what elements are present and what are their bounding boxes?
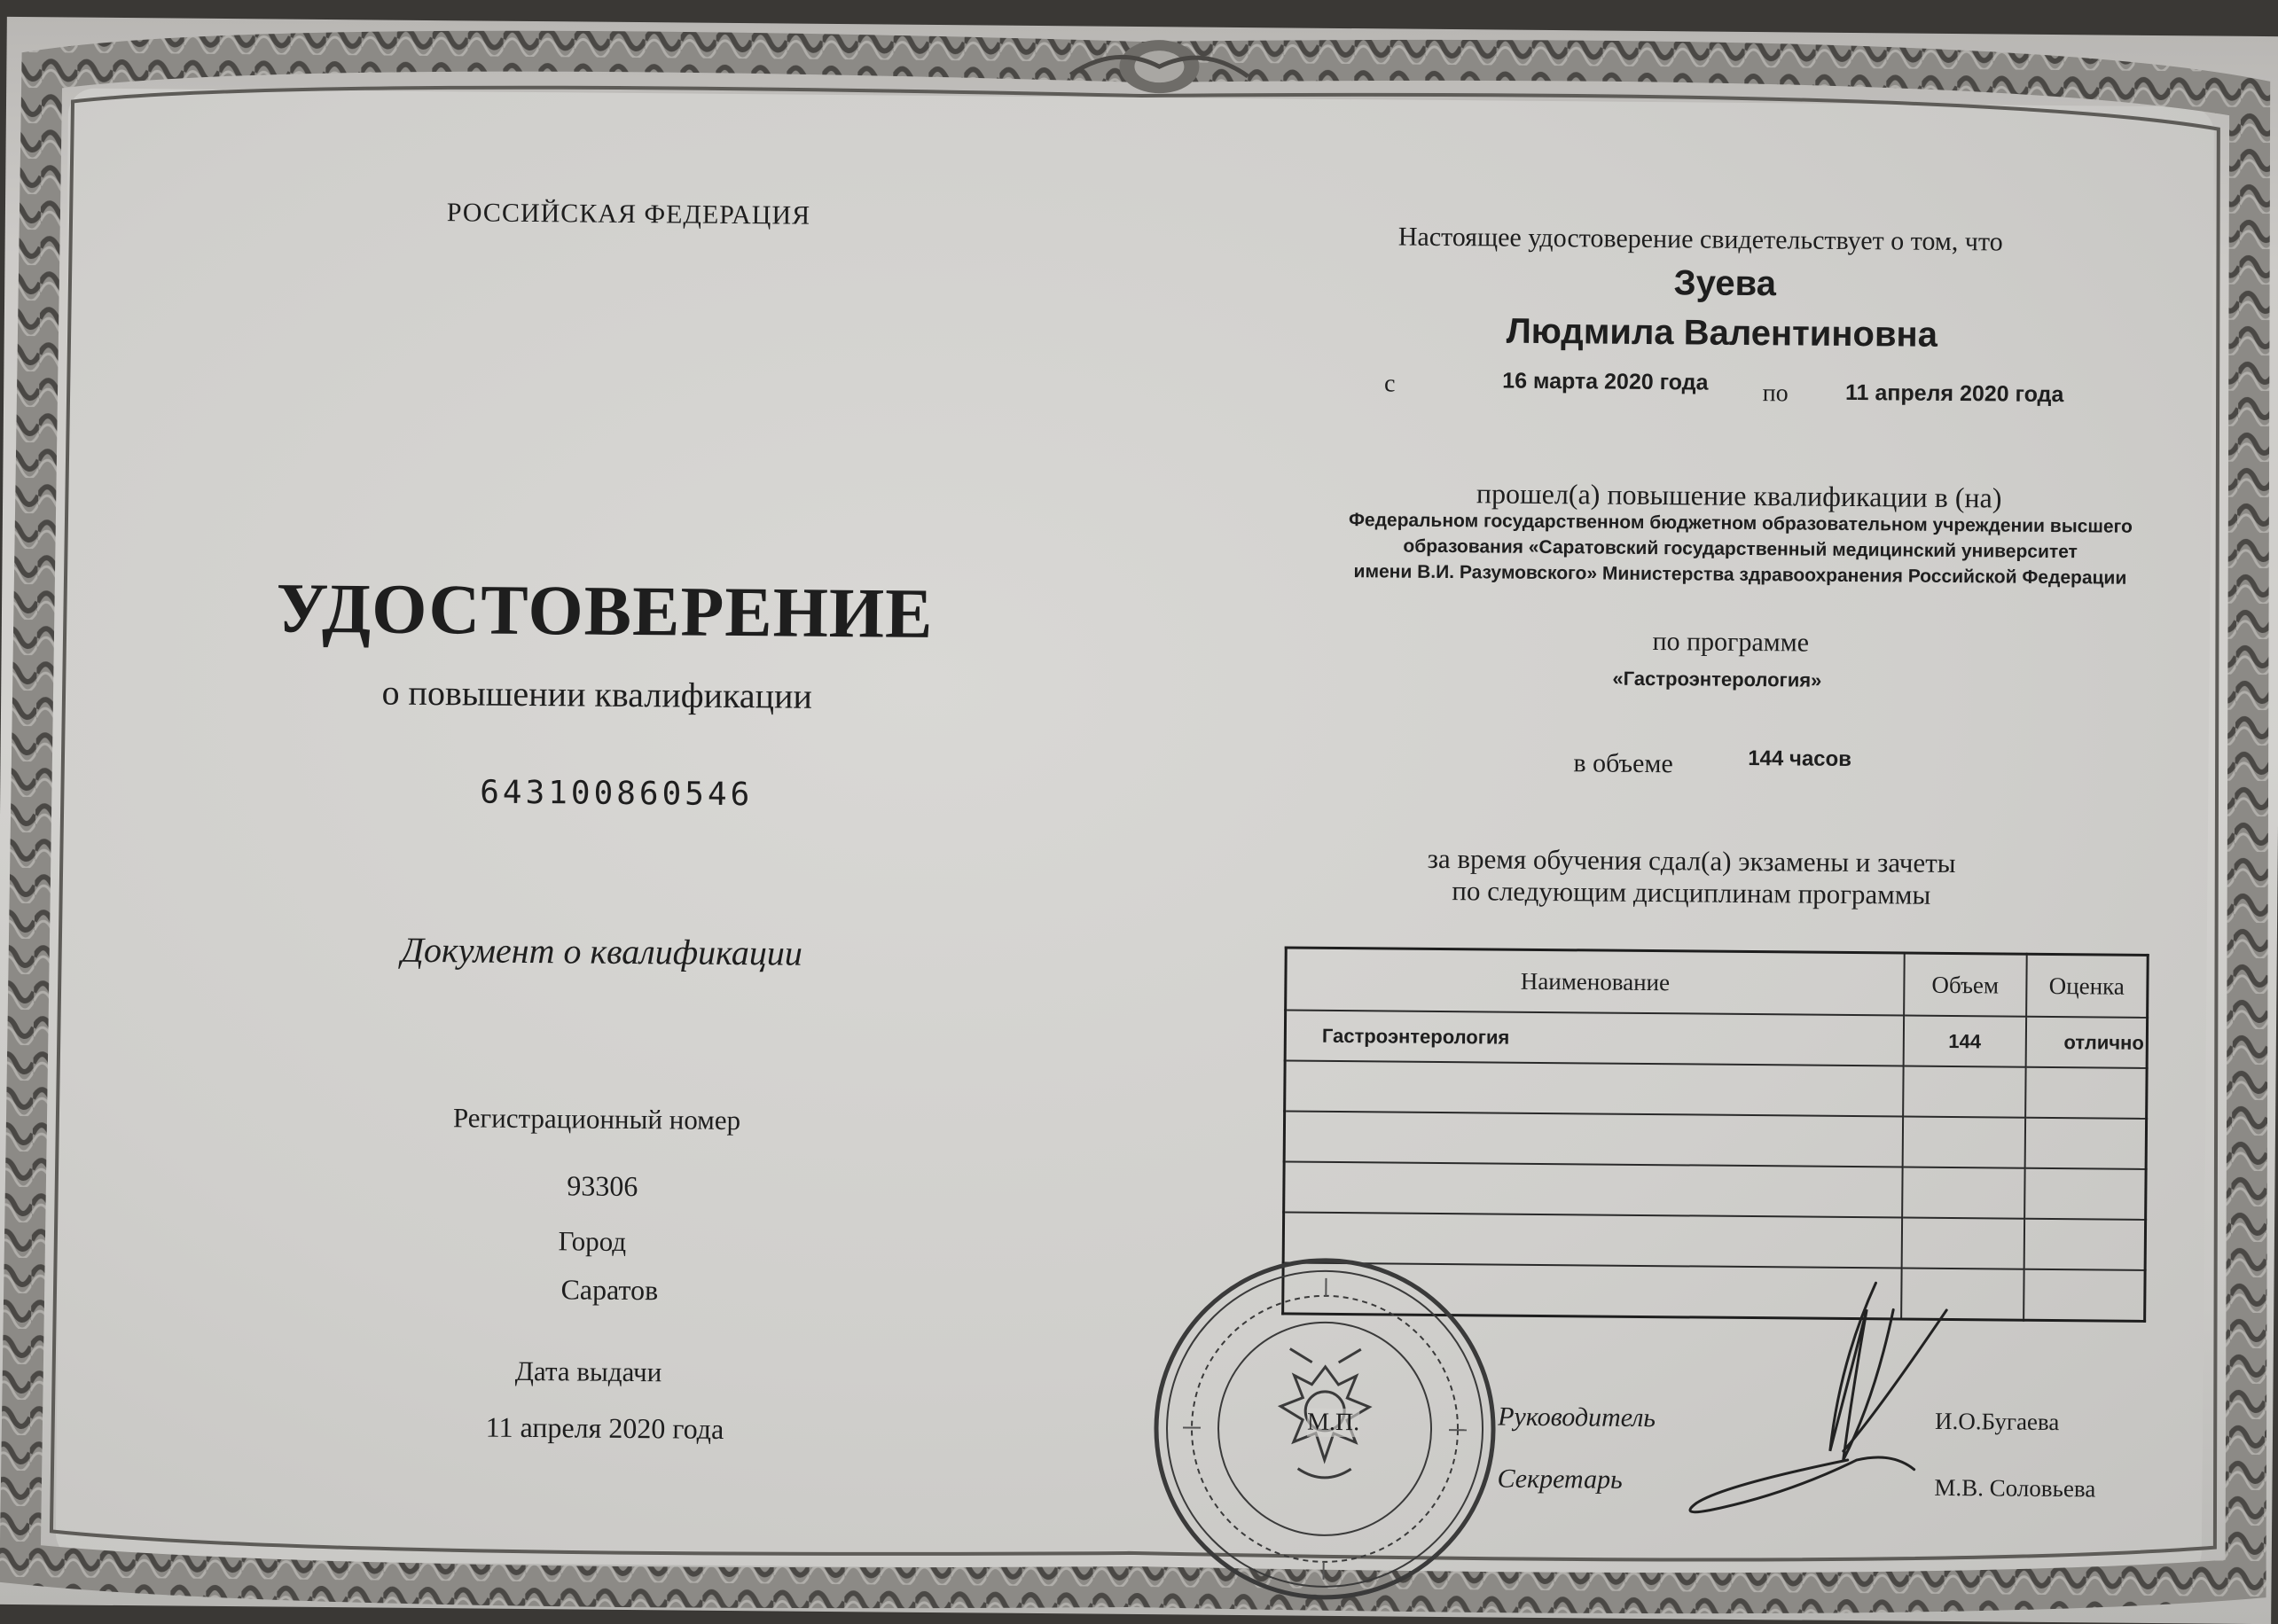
- country-name: РОССИЙСКАЯ ФЕДЕРАЦИЯ: [447, 198, 811, 231]
- exams-line: за время обучения сдал(а) экзамены и зачеты: [1428, 843, 1956, 879]
- certifies-text: Настоящее удостоверение свидетельствует о том, что: [1398, 223, 2003, 258]
- period-from-date: 16 марта 2020 года: [1502, 369, 1708, 396]
- secretary-name: М.В. Соловьева: [1934, 1474, 2095, 1503]
- program-label: по программе: [1652, 627, 1809, 659]
- registration-label: Регистрационный номер: [453, 1102, 741, 1136]
- issue-date: 11 апреля 2020 года: [486, 1411, 724, 1446]
- discipline-volume: 144: [1904, 1016, 2026, 1067]
- document-title: УДОСТОВЕРЕНИЕ: [276, 569, 934, 655]
- seal-mark: М.П.: [1307, 1409, 1359, 1438]
- volume-value: 144 часов: [1748, 746, 1851, 772]
- exams-line: по следующим дисциплинам программы: [1427, 875, 1955, 911]
- completed-text: прошел(а) повышение квалификации в (на): [1476, 477, 2002, 514]
- issue-date-label: Дата выдачи: [515, 1355, 662, 1388]
- header-grade: Оценка: [2026, 954, 2148, 1018]
- certificate-sheet: [0, 17, 2278, 1624]
- holder-given-names: Людмила Валентиновна: [1507, 312, 1938, 355]
- period-to-label: по: [1763, 379, 1789, 408]
- organization-line: имени В.И. Разумовского» Министерства здравоохранения Российской Федерации: [1348, 558, 2132, 591]
- registration-number: 93306: [567, 1169, 638, 1203]
- period-from-label: с: [1384, 370, 1396, 398]
- discipline-grade: отлично: [2025, 1017, 2147, 1068]
- organization-line: Федеральном государственном бюджетном образовательном учреждении высшего: [1349, 507, 2133, 540]
- document-subtitle: о повышении квалификации: [381, 672, 812, 717]
- organization-line: образования «Саратовский государственный медицинский университет: [1349, 533, 2133, 566]
- head-name: И.О.Бугаева: [1935, 1408, 2060, 1436]
- discipline-name: Гастроэнтерология: [1285, 1010, 1904, 1066]
- header-name: Наименование: [1286, 948, 1905, 1016]
- city-label: Город: [558, 1225, 626, 1258]
- city-value: Саратов: [560, 1273, 658, 1307]
- head-role: Руководитель: [1498, 1402, 1656, 1434]
- serial-number: 643100860546: [480, 775, 753, 814]
- header-volume: Объем: [1904, 953, 2026, 1017]
- program-name: «Гастроэнтерология»: [1612, 668, 1821, 692]
- holder-surname: Зуева: [1673, 263, 1776, 304]
- document-kind: Документ о квалификации: [401, 929, 802, 974]
- period-to-date: 11 апреля 2020 года: [1845, 380, 2064, 408]
- volume-label: в объеме: [1573, 748, 1673, 779]
- secretary-role: Секретарь: [1497, 1464, 1622, 1495]
- head-signature: [0, 17, 2278, 1624]
